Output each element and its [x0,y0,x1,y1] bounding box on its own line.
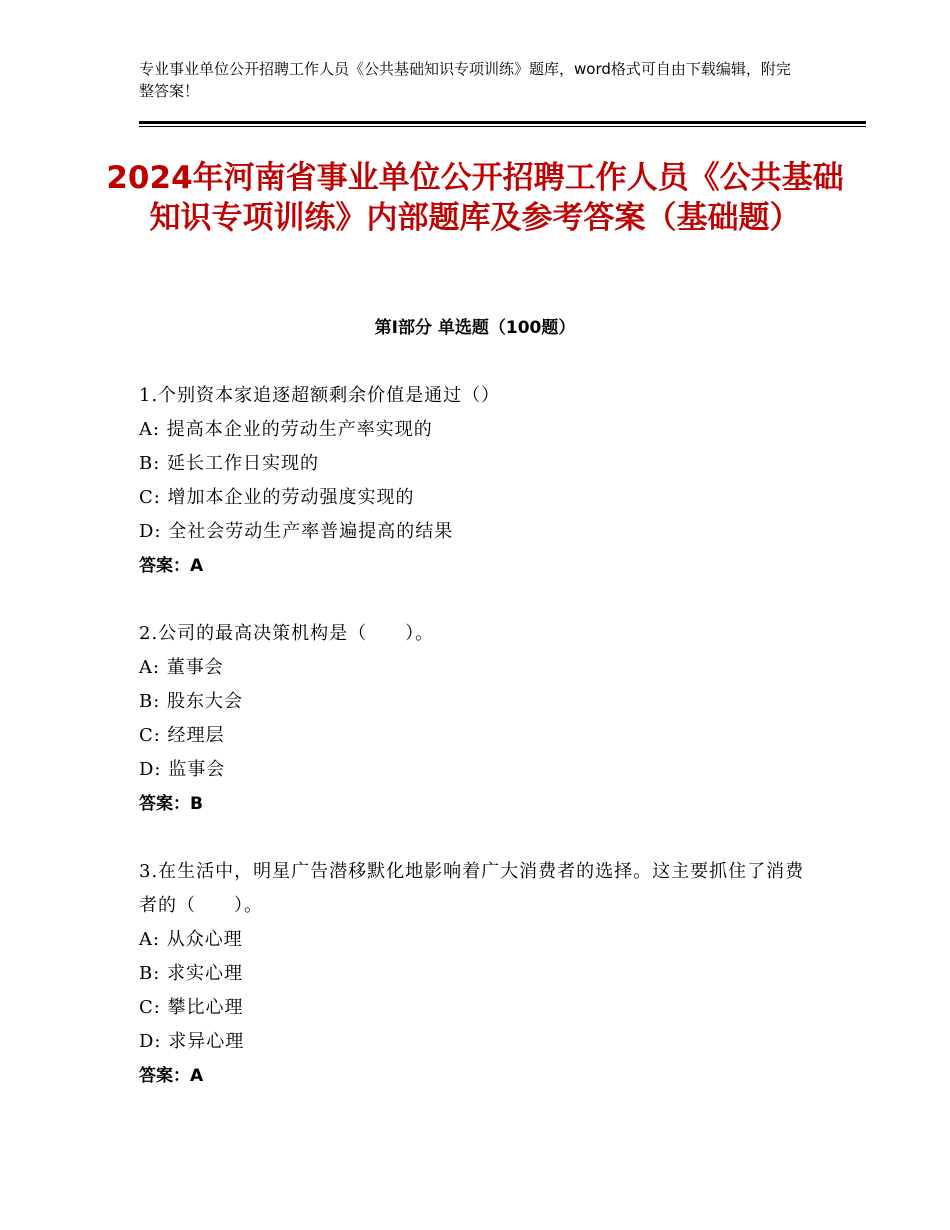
answer-label: 答案：A [139,1066,204,1086]
header-rule-thin [139,126,866,127]
option-d: D: 全社会劳动生产率普遍提高的结果 [139,521,454,542]
option-a: A: 从众心理 [139,929,243,950]
option-b: B: 延长工作日实现的 [139,453,320,474]
answer-label: 答案：B [139,794,203,814]
option-d: D: 监事会 [139,759,226,780]
option-b: B: 股东大会 [139,691,244,712]
option-a: A: 董事会 [139,657,224,678]
answer-label: 答案：A [139,556,204,576]
option-d: D: 求异心理 [139,1031,245,1052]
question-2 [139,617,809,821]
question-stem: 2.公司的最高决策机构是（ ）。 [139,623,435,644]
question-stem: 3.在生活中，明星广告潜移默化地影响着广大消费者的选择。这主要抓住了消费者的（ ）。 [139,861,805,916]
option-c: C: 经理层 [139,725,225,746]
question-3 [139,855,809,1093]
document-title: 2024年河南省事业单位公开招聘工作人员《公共基础知识专项训练》内部题库及参考答案（基础题） [106,160,844,236]
option-b: B: 求实心理 [139,963,244,984]
header-rule-thick [139,121,866,124]
option-c: C: 增加本企业的劳动强度实现的 [139,487,415,508]
option-a: A: 提高本企业的劳动生产率实现的 [139,419,433,440]
option-c: C: 攀比心理 [139,997,244,1018]
question-1 [139,379,809,583]
header-note: 专业事业单位公开招聘工作人员《公共基础知识专项训练》题库，word格式可自由下载编辑，附完整答案！ [139,60,791,100]
question-stem: 1.个别资本家追逐超额剩余价值是通过（） [139,385,501,406]
section-heading: 第Ⅰ部分 单选题（100题） [374,318,576,338]
question-list [139,379,809,1127]
